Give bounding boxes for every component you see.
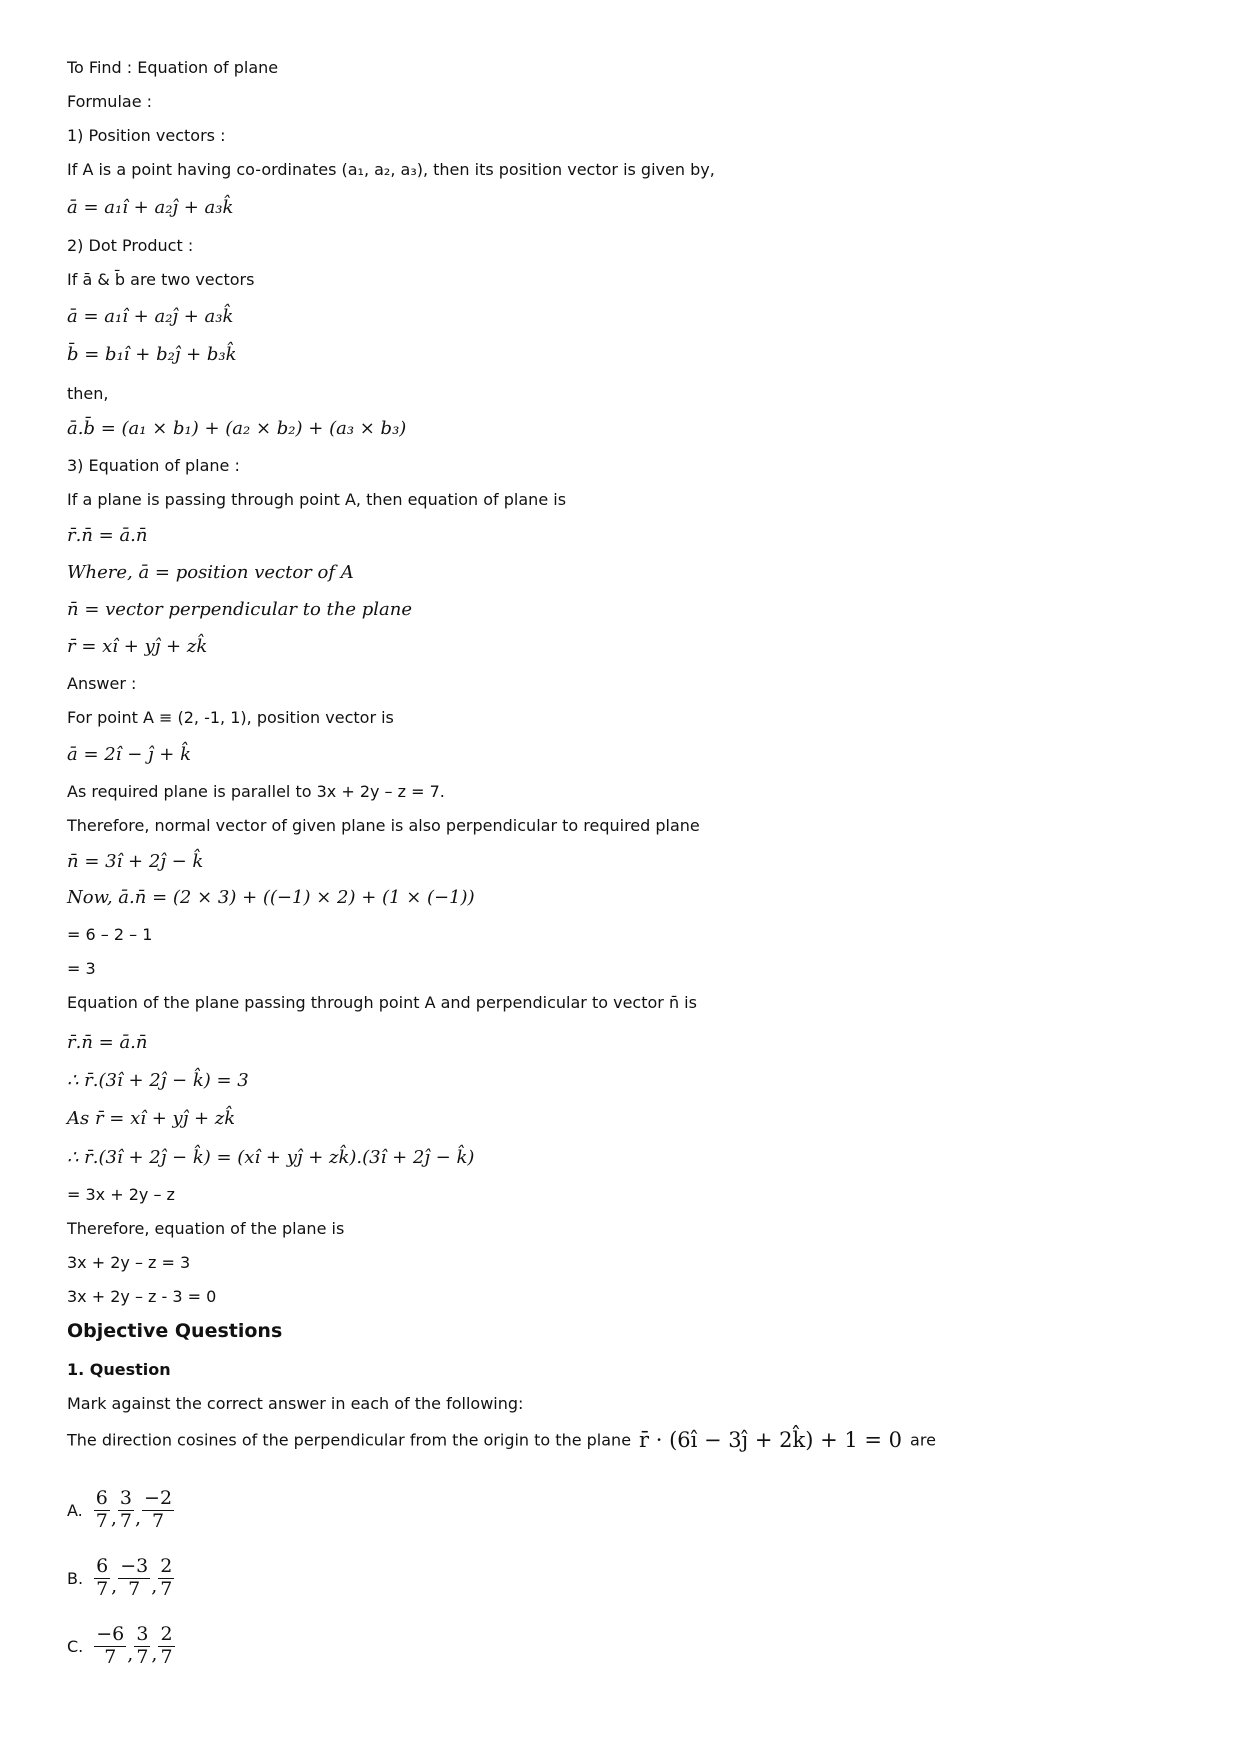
- answer-calc-2: = 3: [67, 959, 96, 978]
- fraction: [94, 1556, 110, 1601]
- denominator: 7: [128, 1577, 141, 1600]
- denominator: 7: [160, 1577, 173, 1600]
- numerator: −6: [96, 1623, 125, 1645]
- fraction: [118, 1556, 150, 1601]
- option-b[interactable]: B. $\frac{6}{7}$ , $\frac{-3}{7}$ , $\frac{2}{7}$: [67, 1555, 173, 1600]
- question-instruction: Mark against the correct answer in each of the following:: [67, 1394, 524, 1413]
- numerator: −2: [144, 1487, 173, 1509]
- fraction: [118, 1488, 134, 1533]
- to-find-line: To Find : Equation of plane: [67, 58, 279, 77]
- answer-as-line: As r̄ = xî + yĵ + zk̂: [67, 1108, 236, 1129]
- formula-3-where: Where, ā = position vector of A: [67, 562, 354, 583]
- answer-parallel-line: As required plane is parallel to 3x + 2y – z = 7.: [67, 782, 445, 801]
- option-c[interactable]: C. $\frac{-6}{7}$ , $\frac{3}{7}$ , $\frac{2}{7}$: [67, 1623, 173, 1668]
- formula-2-text: If ā & b̄ are two vectors: [67, 270, 255, 289]
- option-label: A.: [67, 1500, 83, 1520]
- formula-1-text: If A is a point having co-ordinates (a₁, a₂, a₃), then its position vector is given by,: [67, 160, 715, 179]
- answer-normal-vector: n̄ = 3î + 2ĵ − k̂: [67, 851, 204, 872]
- question-text-end: are: [910, 1430, 936, 1450]
- answer-equation-2: ∴ r̄.(3î + 2ĵ − k̂) = 3: [67, 1070, 249, 1091]
- question-title: 1. Question: [67, 1360, 171, 1379]
- answer-dot-product: Now, ā.n̄ = (2 × 3) + ((−1) × 2) + (1 × (−1)): [67, 887, 475, 908]
- denominator: 7: [96, 1577, 109, 1600]
- option-label: C.: [67, 1636, 84, 1656]
- fraction: [158, 1624, 174, 1669]
- answer-calc-1: = 6 – 2 – 1: [67, 925, 153, 944]
- answer-plane-text: Equation of the plane passing through point A and perpendicular to vector n̄ is: [67, 993, 697, 1012]
- question-text: The direction cosines of the perpendicular from the origin to the plane: [67, 1430, 632, 1450]
- formula-3-r-vector: r̄ = xî + yĵ + zk̂: [67, 636, 208, 657]
- numerator: 3: [136, 1623, 149, 1645]
- objective-questions-heading: Objective Questions: [67, 1320, 283, 1342]
- numerator: 6: [96, 1555, 109, 1577]
- question-equation: r̄ · (6î − 3ĵ + 2k̂) + 1 = 0: [639, 1428, 903, 1452]
- then-line: then,: [67, 384, 109, 403]
- answer-equation-4: = 3x + 2y – z: [67, 1185, 175, 1204]
- answer-final-text: Therefore, equation of the plane is: [67, 1219, 345, 1238]
- numerator: −3: [120, 1555, 149, 1577]
- answer-equation-3: ∴ r̄.(3î + 2ĵ − k̂) = (xî + yĵ + zk̂).(3î + 2ĵ − k̂): [67, 1147, 475, 1168]
- answer-heading: Answer :: [67, 674, 137, 693]
- denominator: 7: [104, 1645, 117, 1668]
- formula-1-equation: ā = a₁î + a₂ĵ + a₃k̂: [67, 197, 234, 218]
- denominator: 7: [151, 1509, 165, 1532]
- numerator: 3: [119, 1487, 132, 1509]
- fraction: [134, 1624, 150, 1669]
- option-a[interactable]: A. $\frac{6}{7}$ , $\frac{3}{7}$ , $\frac{-2}{7}$: [67, 1487, 173, 1532]
- denominator: 7: [136, 1645, 149, 1668]
- numerator: 2: [160, 1623, 173, 1645]
- formula-2-title: 2) Dot Product :: [67, 236, 194, 255]
- answer-final-equation-1: 3x + 2y – z = 3: [67, 1253, 191, 1272]
- option-label: B.: [67, 1568, 84, 1588]
- answer-therefore-line: Therefore, normal vector of given plane is also perpendicular to required plane: [67, 816, 700, 835]
- numerator: 2: [160, 1555, 173, 1577]
- fraction: [94, 1488, 110, 1533]
- answer-point-line: For point A ≡ (2, -1, 1), position vector is: [67, 708, 394, 727]
- denominator: 7: [160, 1645, 173, 1668]
- numerator: 6: [95, 1487, 108, 1509]
- denominator: 7: [119, 1509, 132, 1532]
- question-text-line: [67, 1428, 936, 1452]
- answer-equation-1: r̄.n̄ = ā.n̄: [67, 1032, 148, 1053]
- formulae-heading: Formulae :: [67, 92, 153, 111]
- formula-3-equation: r̄.n̄ = ā.n̄: [67, 525, 148, 546]
- formula-2-vector-a: ā = a₁î + a₂ĵ + a₃k̂: [67, 306, 234, 327]
- formula-3-text: If a plane is passing through point A, then equation of plane is: [67, 490, 567, 509]
- formula-3-title: 3) Equation of plane :: [67, 456, 240, 475]
- fraction: [142, 1488, 174, 1533]
- fraction: [94, 1624, 126, 1669]
- answer-final-equation-2: 3x + 2y – z - 3 = 0: [67, 1287, 217, 1306]
- answer-position-vector: ā = 2î − ĵ + k̂: [67, 744, 192, 765]
- fraction: [158, 1556, 174, 1601]
- formula-1-title: 1) Position vectors :: [67, 126, 226, 145]
- denominator: 7: [95, 1509, 108, 1532]
- formula-3-normal: n̄ = vector perpendicular to the plane: [67, 599, 412, 620]
- formula-2-dot-product: ā.b̄ = (a₁ × b₁) + (a₂ × b₂) + (a₃ × b₃): [67, 418, 407, 439]
- formula-2-vector-b: b̄ = b₁î + b₂ĵ + b₃k̂: [67, 344, 237, 365]
